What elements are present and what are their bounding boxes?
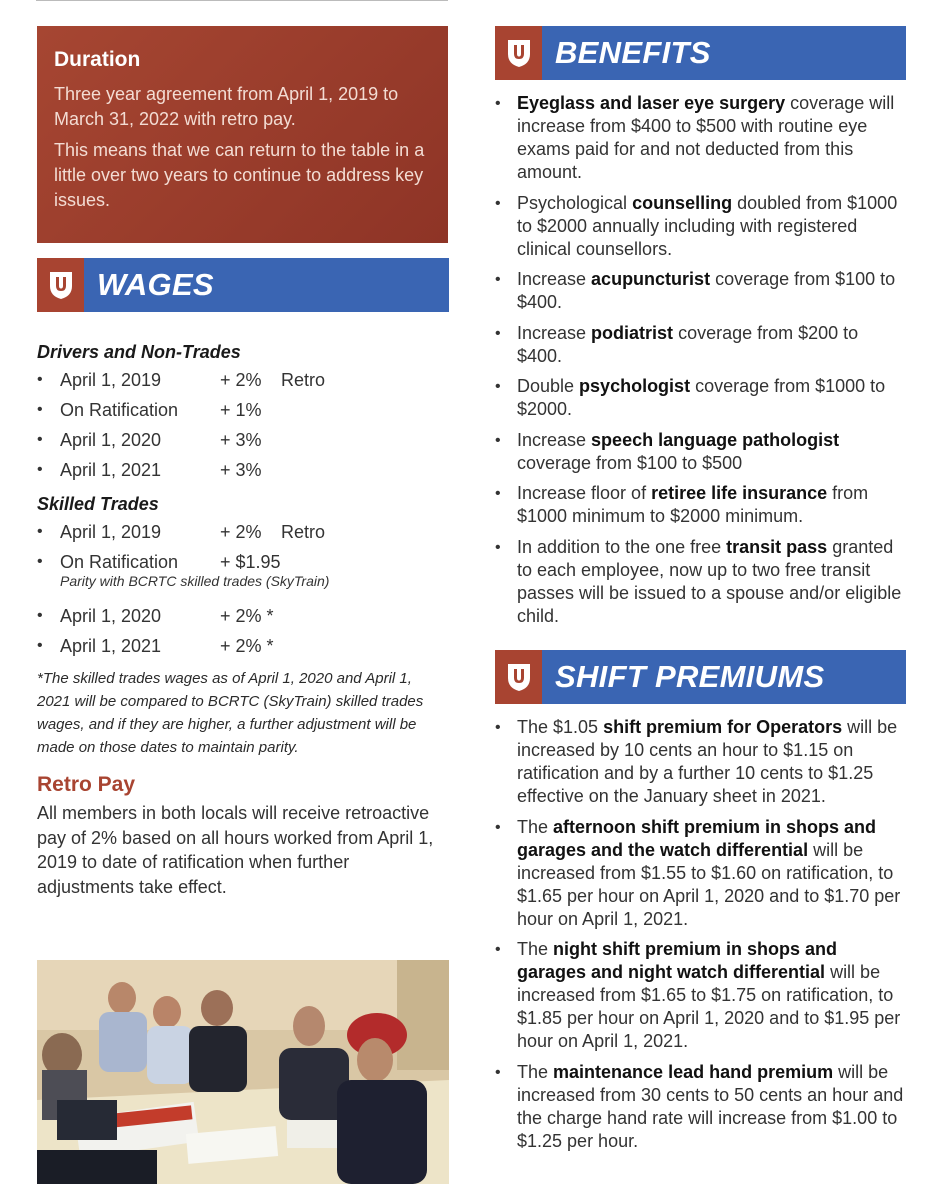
list-item: • April 1, 2020 + 2% * <box>37 606 274 626</box>
list-item: • Psychological counselling doubled from $1000 to $2000 annually including with registered clinical counsellors. <box>495 192 907 261</box>
list-item: • The maintenance lead hand premium will be increased from 30 cents to 50 cents an hour and the charge hand rate will increase from $1.00 to $1.25 per hour. <box>495 1061 907 1153</box>
drivers-rate-list <box>37 365 449 485</box>
list-item: • April 1, 2020 + 3% <box>37 430 262 450</box>
list-item: • Eyeglass and laser eye surgery coverage will increase from $400 to $500 with routine eye exams paid for and not deducted from this amount. <box>495 92 907 184</box>
list-item: • The $1.05 shift premium for Operators will be increased by 10 cents an hour to $1.15 on ratification and by a further 10 cents to $1.25 effective on the January sheet in 2021. <box>495 716 907 808</box>
duration-para-1: Three year agreement from April 1, 2019 to March 31, 2022 with retro pay. <box>54 84 399 129</box>
list-item: • April 1, 2019 + 2% Retro <box>37 522 326 542</box>
list-item: • On Ratification + 1% <box>37 400 262 420</box>
drivers-heading: Drivers and Non-Trades <box>37 342 241 362</box>
trades-rate-list <box>37 517 449 661</box>
retro-pay-text: All members in both locals will receive retroactive pay of 2% based on all hours worked from April 1, 2019 to date of ratification when further adjustments take effect. <box>37 803 434 897</box>
parity-note: Parity with BCRTC skilled trades (SkyTrain) <box>60 573 330 589</box>
list-item: • In addition to the one free transit pass granted to each employee, now up to two free transit passes will be issued to a spouse and/or eligible child. <box>495 536 907 628</box>
list-item: • Double psychologist coverage from $1000 to $2000. <box>495 375 907 421</box>
trades-footnote: *The skilled trades wages as of April 1, 2020 and April 1, 2021 will be compared to BCRTC (SkyTrain) skilled trades wages, and if they are higher, a further adjustment will be made on those dates to maintain parity. <box>37 670 424 756</box>
list-item: • Increase acupuncturist coverage from $100 to $400. <box>495 268 907 314</box>
list-item: • On Ratification + $1.95 Parity with BCRTC skilled trades (SkyTrain) <box>37 552 330 589</box>
shift-premiums-title: SHIFT PREMIUMS <box>555 659 825 694</box>
list-item: • Increase speech language pathologist coverage from $100 to $500 <box>495 429 907 475</box>
wages-body <box>37 339 449 899</box>
list-item: • The afternoon shift premium in shops and garages and the watch differential will be increased from $1.55 to $1.60 on ratification, to $1.65 per hour on April 1, 2020 and to $1.70 per hour on April 1, 2021. <box>495 816 907 931</box>
list-item: • Increase floor of retiree life insurance from $1000 minimum to $2000 minimum. <box>495 482 907 528</box>
list-item: • April 1, 2019 + 2% Retro <box>37 370 326 390</box>
benefits-title: BENEFITS <box>555 35 711 70</box>
shift-premiums-list <box>495 716 907 1160</box>
wages-header <box>37 258 449 312</box>
list-item: • The night shift premium in shops and garages and night watch differential will be increased from $1.65 to $1.75 on ratification, to $1.85 per hour on April 1, 2020 and to $1.95 per hour on April 1, 2021. <box>495 938 907 1053</box>
union-shield-icon <box>495 26 542 80</box>
duration-title: Duration <box>54 48 141 71</box>
bargaining-meeting-photo <box>37 960 449 1184</box>
top-rule <box>36 0 448 6</box>
benefits-header <box>495 26 906 80</box>
duration-para-2: This means that we can return to the table in a little over two years to continue to address key issues. <box>54 140 425 210</box>
list-item: • Increase podiatrist coverage from $200 to $400. <box>495 322 907 368</box>
list-item: • April 1, 2021 + 2% * <box>37 636 274 656</box>
duration-box <box>37 26 448 243</box>
union-shield-icon <box>495 650 542 704</box>
shift-premiums-header <box>495 650 906 704</box>
retro-pay-title: Retro Pay <box>37 773 136 796</box>
trades-heading: Skilled Trades <box>37 494 159 514</box>
wages-title: WAGES <box>97 267 214 302</box>
union-shield-icon <box>37 258 84 312</box>
list-item: • April 1, 2021 + 3% <box>37 460 262 480</box>
benefits-list <box>495 92 907 635</box>
